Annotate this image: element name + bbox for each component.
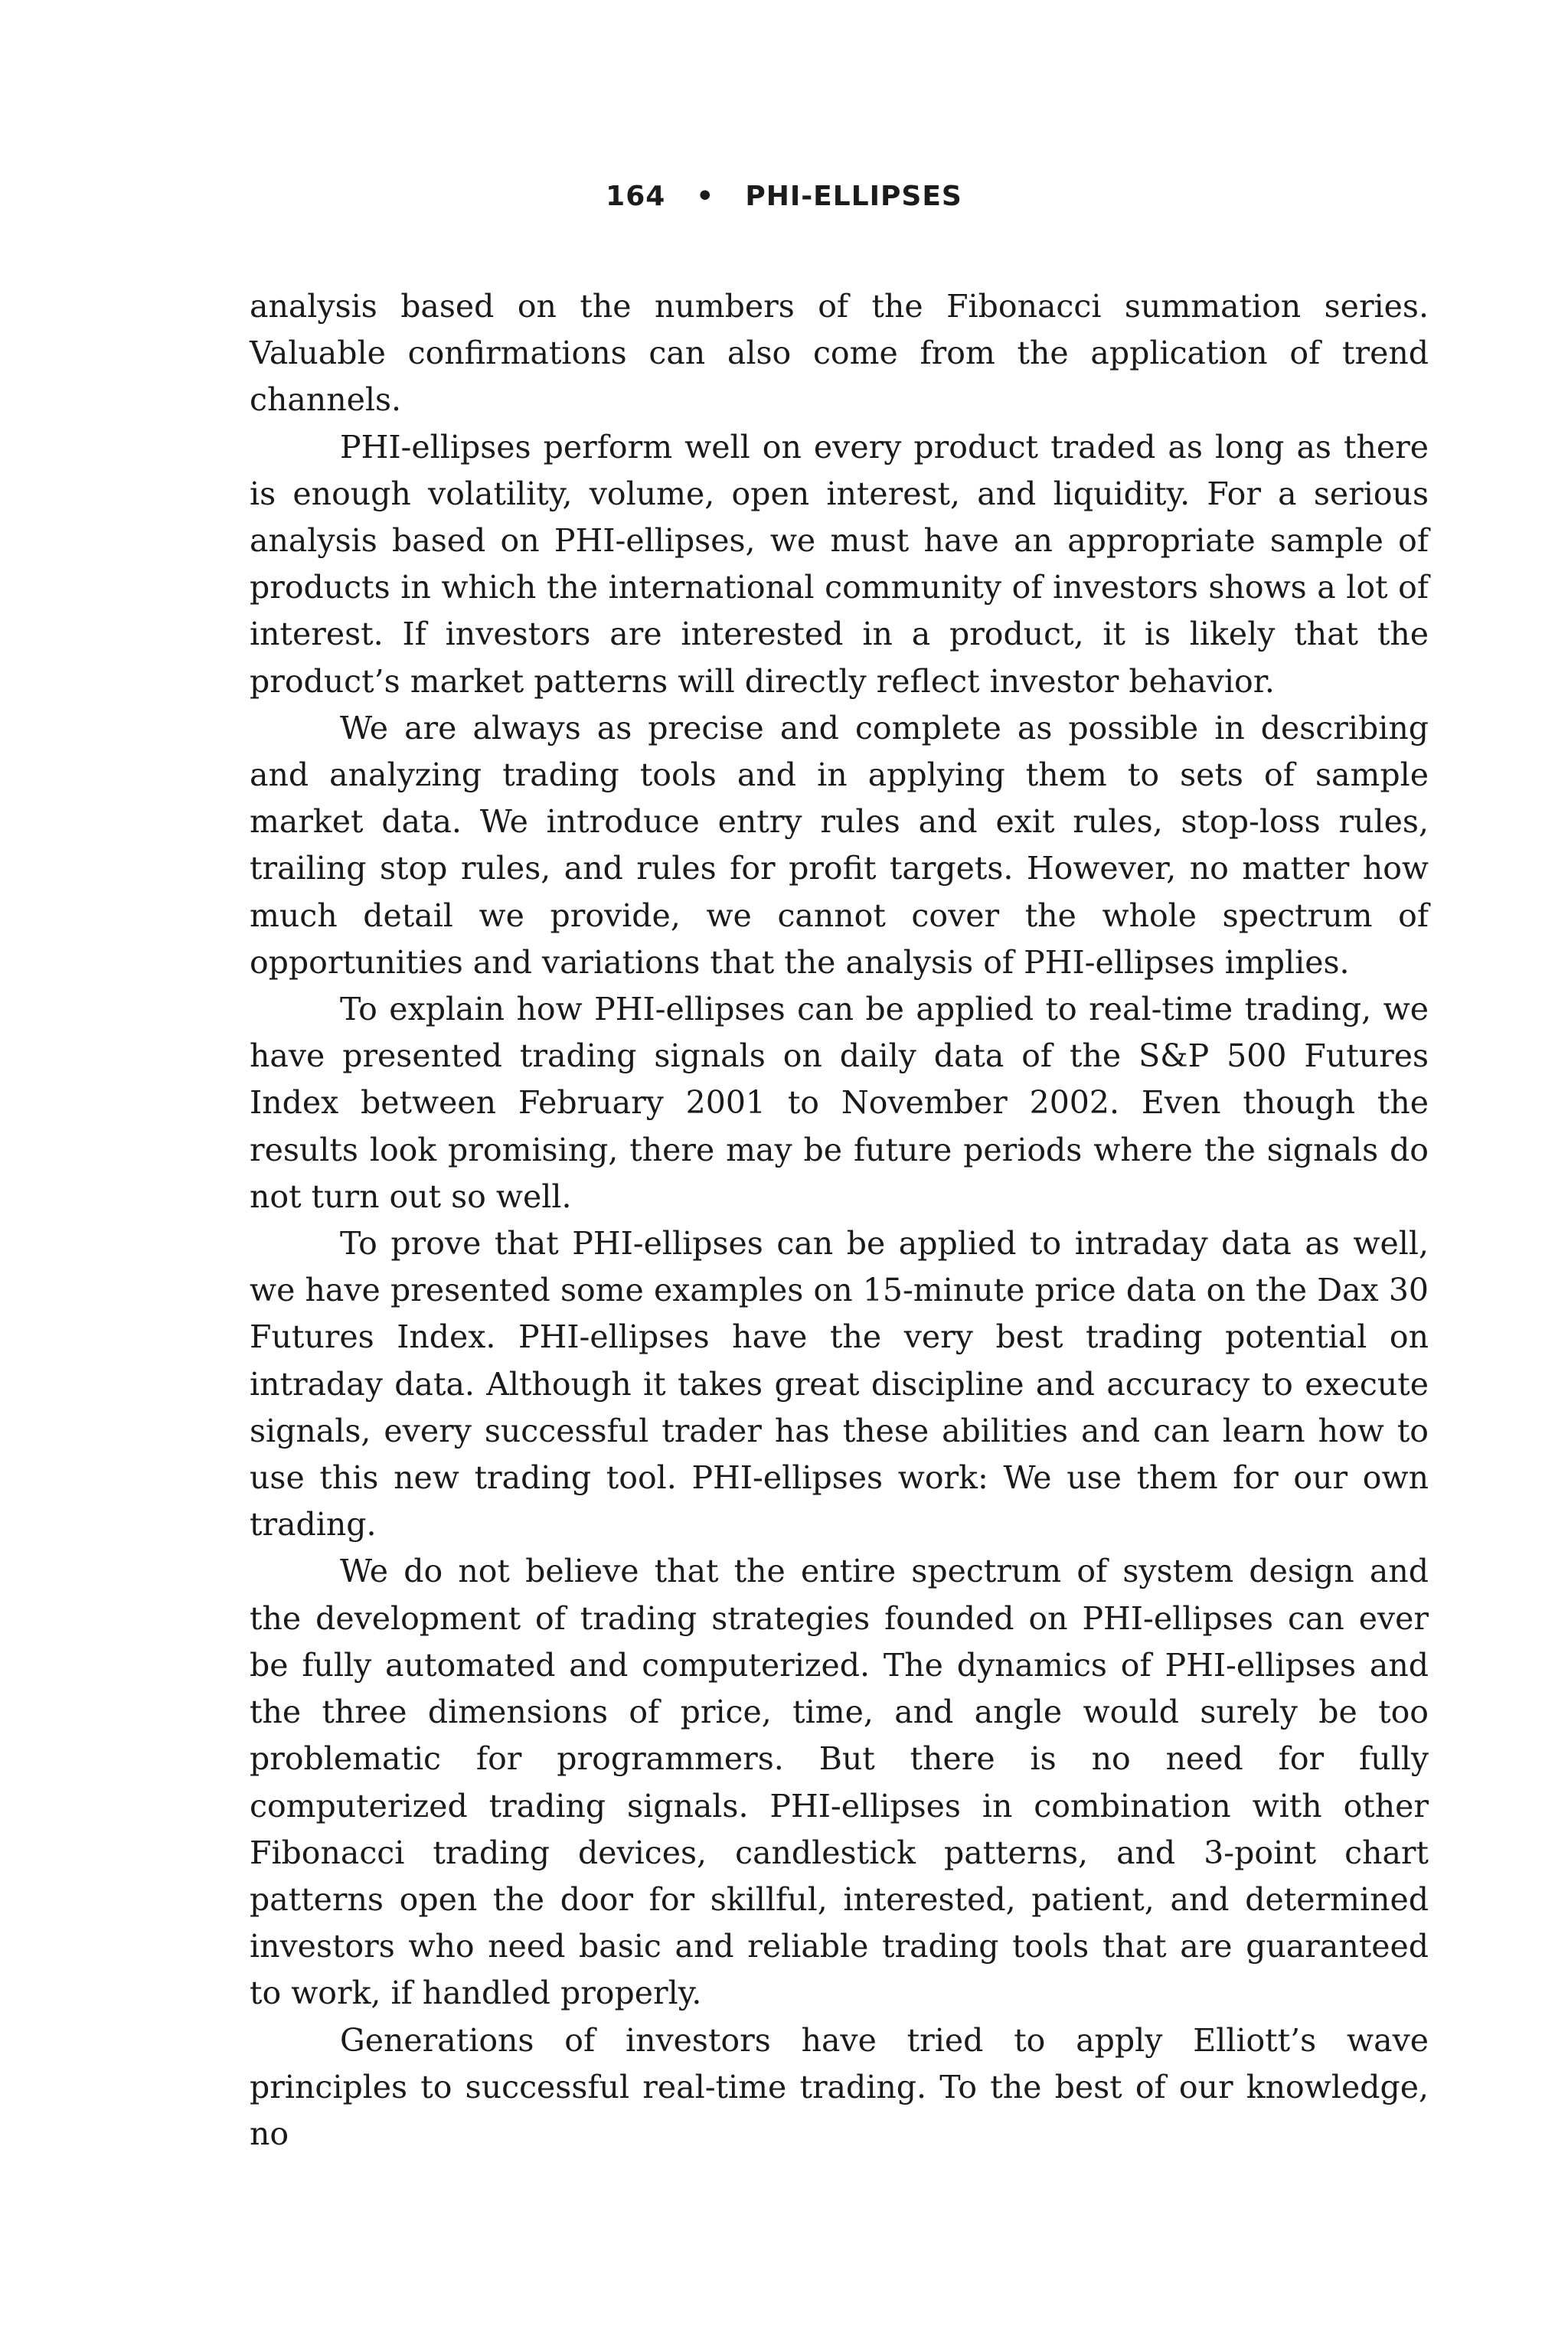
paragraph: Generations of investors have tried to apply Elliott’s wave principles to successful real-time trading. To the best of our knowledge, no [250, 2021, 1429, 2152]
page-number: 164 [606, 181, 666, 212]
paragraph: We are always as precise and complete as possible in describing and analyzing trading tools and in applying them to sets of sample market data. We introduce entry rules and exit rules, stop-loss rules, trailing stop rules, and rules for profit targets. However, no matter how much detail we provide, we cannot cover the whole spectrum of opportunities and variations that the analysis of PHI-ellipses implies. [250, 709, 1429, 981]
body-text [250, 283, 1429, 2158]
running-title: PHI-ELLIPSES [745, 181, 962, 212]
paragraph-continuation: analysis based on the numbers of the Fibonacci summation series. Valuable confirmations can also come from the application of trend channels. [250, 288, 1429, 419]
paragraph: We do not believe that the entire spectrum of system design and the development of trading strategies founded on PHI-ellipses can ever be fully automated and computerized. The dynamics of PHI-ellipses and the three dimensions of price, time, and angle would surely be too problematic for programmers. But there is no need for fully computerized trading signals. PHI-ellipses in combination with other Fibonacci trading devices, candlestick patterns, and 3-point chart patterns open the door for skillful, interested, patient, and determined investors who need basic and reliable trading tools that are guaranteed to work, if handled properly. [250, 1553, 1429, 2012]
running-head [0, 181, 1568, 212]
paragraph: To prove that PHI-ellipses can be applied to intraday data as well, we have presented some examples on 15-minute price data on the Dax 30 Futures Index. PHI-ellipses have the very best trading potential on intraday data. Although it takes great discipline and accuracy to execute signals, every successful trader has these abilities and can learn how to use this new trading tool. PHI-ellipses work: We use them for our own trading. [250, 1225, 1429, 1544]
paragraph: PHI-ellipses perform well on every product traded as long as there is enough volatility, volume, open interest, and liquidity. For a serious analysis based on PHI-ellipses, we must have an appropriate sample of products in which the international community of investors shows a lot of interest. If investors are interested in a product, it is likely that the product’s market patterns will directly reflect investor behavior. [250, 428, 1429, 700]
paragraph: To explain how PHI-ellipses can be applied to real-time trading, we have presented trading signals on daily data of the S&P 500 Futures Index between February 2001 to November 2002. Even though the results look promising, there may be future periods where the signals do not turn out so well. [250, 991, 1429, 1215]
header-bullet: • [696, 181, 715, 212]
